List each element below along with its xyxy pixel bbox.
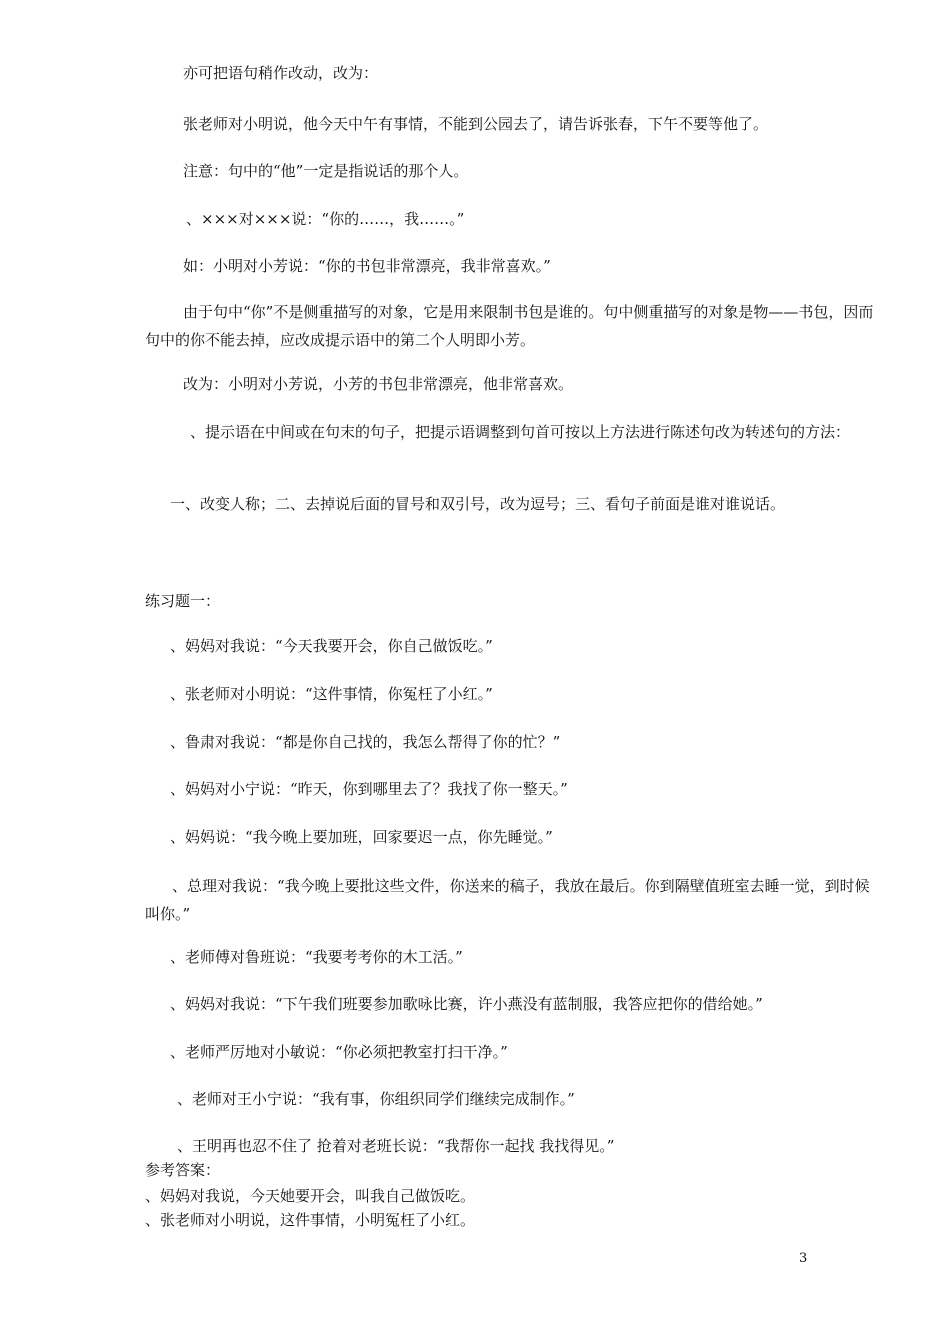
paragraph: 张老师对小明说，他今天中午有事情，不能到公园去了，请告诉张春，下午不要等他了。 <box>183 115 769 133</box>
answer-item: 、张老师对小明说，这件事情，小明冤枉了小红。 <box>145 1211 476 1229</box>
list-item: 、妈妈对我说：“今天我要开会，你自己做饭吃。” <box>170 637 493 655</box>
list-item: 、妈妈对我说：“下午我们班要参加歌咏比赛，许小燕没有蓝制服，我答应把你的借给她。” <box>170 995 763 1013</box>
page-number: 3 <box>799 1251 808 1266</box>
list-item: 、妈妈对小宁说：“昨天，你到哪里去了？我找了你一整天。” <box>170 780 568 798</box>
paragraph: 、提示语在中间或在句末的句子，把提示语调整到句首可按以上方法进行陈述句改为转述句的方法： <box>190 423 851 441</box>
paragraph: 由于句中“你”不是侧重描写的对象，它是用来限制书包是谁的。句中侧重描写的对象是物——书包，因而句中的你不能去掉，应改成提示语中的第二个人明即小芳。 <box>145 303 874 349</box>
answer-item: 、妈妈对我说，今天她要开会，叫我自己做饭吃。 <box>145 1187 476 1205</box>
list-item: 、鲁肃对我说：“都是你自己找的，我怎么帮得了你的忙？” <box>170 733 561 751</box>
paragraph: 、×××对×××说：“你的……，我……。” <box>186 210 465 228</box>
list-item: 、老师傅对鲁班说：“我要考考你的木工活。” <box>170 948 463 966</box>
exercise-heading: 练习题一： <box>145 592 221 610</box>
paragraph: 改为：小明对小芳说，小芳的书包非常漂亮，他非常喜欢。 <box>183 375 574 393</box>
list-item: 、妈妈说：“我今晚上要加班，回家要迟一点，你先睡觉。” <box>170 828 553 846</box>
paragraph: 亦可把语句稍作改动，改为： <box>183 64 379 82</box>
list-item: 、老师对王小宁说：“我有事，你组织同学们继续完成制作。” <box>177 1090 575 1108</box>
list-item: 、王明再也忍不住了 抢着对老班长说：“我帮你一起找 我找得见。” <box>177 1137 615 1155</box>
paragraph: 如：小明对小芳说：“你的书包非常漂亮，我非常喜欢。” <box>183 257 551 275</box>
list-item: 、老师严厉地对小敏说：“你必须把教室打扫干净。” <box>170 1043 508 1061</box>
list-item: 、张老师对小明说：“这件事情，你冤枉了小红。” <box>170 685 493 703</box>
answer-heading: 参考答案： <box>145 1161 221 1179</box>
paragraph: 注意：句中的“他”一定是指说话的那个人。 <box>183 162 469 180</box>
paragraph: 一、改变人称；二、去掉说后面的冒号和双引号，改为逗号；三、看句子前面是谁对谁说话。 <box>170 495 786 513</box>
list-item: 、总理对我说：“我今晚上要批这些文件，你送来的稿子，我放在最后。你到隔壁值班室去睡一觉，到时候叫你。” <box>145 877 870 923</box>
